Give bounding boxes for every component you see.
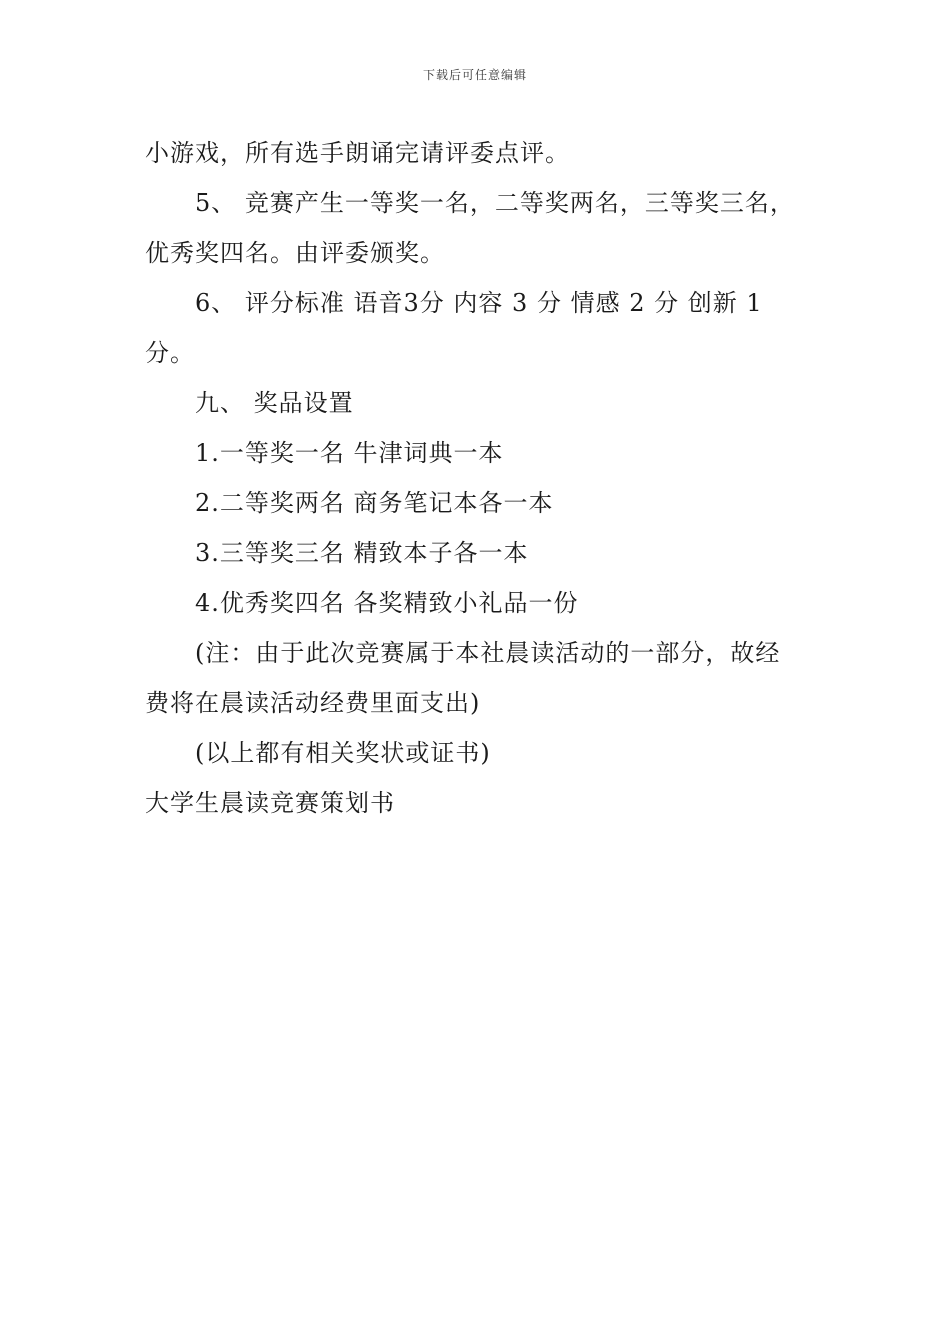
paragraph-line: 优秀奖四名。由评委颁奖。 (145, 239, 445, 267)
note-line: (注：由于此次竞赛属于本社晨读活动的一部分，故经 (195, 639, 781, 667)
paragraph-line: 5、 竞赛产生一等奖一名，二等奖两名，三等奖三名， (195, 189, 795, 217)
list-item: 1.一等奖一名 牛津词典一本 (195, 439, 504, 467)
document-title: 大学生晨读竞赛策划书 (145, 789, 395, 817)
note-line: (以上都有相关奖状或证书) (195, 739, 491, 767)
list-item: 2.二等奖两名 商务笔记本各一本 (195, 489, 554, 517)
paragraph-line: 分。 (145, 339, 195, 367)
list-item: 3.三等奖三名 精致本子各一本 (195, 539, 529, 567)
paragraph-line: 小游戏，所有选手朗诵完请评委点评。 (145, 139, 570, 167)
note-line: 费将在晨读活动经费里面支出) (145, 689, 481, 717)
document-body (145, 128, 825, 828)
list-item: 4.优秀奖四名 各奖精致小礼品一份 (195, 589, 579, 617)
paragraph-line: 6、 评分标准 语音3分 内容 3 分 情感 2 分 创新 1 (195, 289, 763, 317)
section-heading: 九、 奖品设置 (195, 389, 354, 417)
header-note: 下载后可任意编辑 (422, 68, 527, 82)
